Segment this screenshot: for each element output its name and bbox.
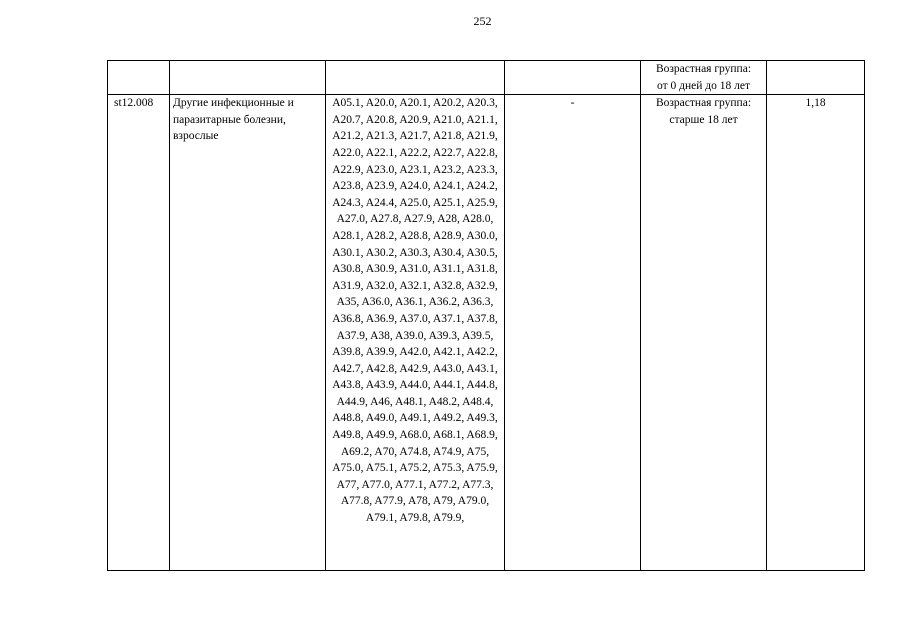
tariff-table xyxy=(107,60,865,571)
cell-coefficient: 1,18 xyxy=(767,95,865,571)
cell-coefficient xyxy=(767,61,865,95)
age-group-value: старше 18 лет xyxy=(669,113,738,126)
age-group-value: от 0 дней до 18 лет xyxy=(657,79,750,92)
page-number: 252 xyxy=(473,14,492,28)
icd-code-list: A05.1, A20.0, A20.1, A20.2, A20.3, A20.7, A20.8, A20.9, A21.0, A21.1, A21.2, A21.3, A21.7, A21.8, A21.9, A22.0, A22.1, A22.2, A22.7, A22.8, A22.9, A23.0, A23.1, A23.2, A23.3, A23.8, A23.9, A24.0, A24.1, A24.2, A24.3, A24.4, A25.0, A25.1, A25.9, A27.0, A27.8, A27.9, A28, A28.0, A28.1, A28.2, A28.8, A28.9, A30.0, A30.1, A30.2, A30.3, A30.4, A30.5, A30.8, A30.9, A31.0, A31.1, A31.8, A31.9, A32.0, A32.1, A32.8, A32.9, A35, A36.0, A36.1, A36.2, A36.3, A36.8, A36.9, A37.0, A37.1, A37.8, A37.9, A38, A39.0, A39.3, A39.5, A39.8, A39.9, A42.0, A42.1, A42.2, A42.7, A42.8, A42.9, A43.0, A43.1, A43.8, A43.9, A44.0, A44.1, A44.8, A44.9, A46, A48.1, A48.2, A48.4, A48.8, A49.0, A49.1, A49.2, A49.3, A49.8, A49.9, A68.0, A68.1, A68.9, A69.2, A70, A74.8, A74.9, A75, A75.0, A75.1, A75.2, A75.3, A75.9, A77, A77.0, A77.1, A77.2, A77.3, A77.8, A77.9, A78, A79, A79.0, A79.1, A79.8, A79.9, xyxy=(332,97,498,525)
cell-icd-codes xyxy=(326,95,505,571)
group-name: Другие инфекционные и паразитарные болезни, взрослые xyxy=(173,97,294,143)
cell-age-group xyxy=(641,95,767,571)
cell-code: st12.008 xyxy=(108,95,170,571)
table-row xyxy=(108,61,865,95)
age-group-label: Возрастная группа: xyxy=(655,63,752,75)
cell-extra: - xyxy=(505,95,641,571)
cell-code xyxy=(108,61,170,95)
cell-icd-codes xyxy=(326,61,505,95)
age-group-label: Возрастная группа: xyxy=(655,97,752,110)
cell-age-group xyxy=(641,61,767,95)
cell-extra xyxy=(505,61,641,95)
cell-name xyxy=(170,95,326,571)
table-row xyxy=(108,95,865,571)
cell-name xyxy=(170,61,326,95)
